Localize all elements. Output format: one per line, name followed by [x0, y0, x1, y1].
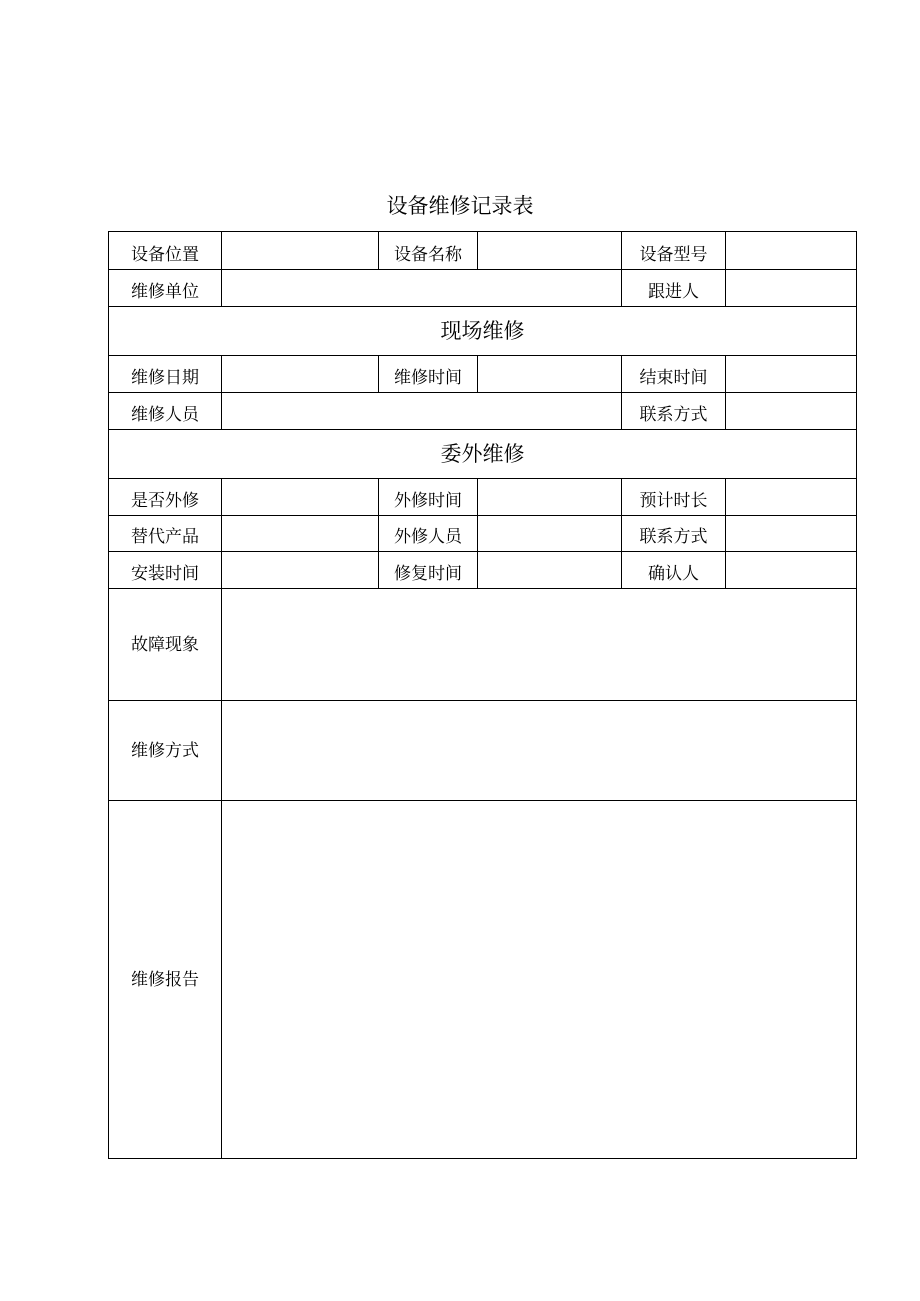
table-row [109, 430, 857, 479]
outsource-staff-label: 外修人员 [379, 516, 478, 552]
table-row [109, 356, 857, 393]
onsite-contact-field[interactable] [726, 393, 857, 430]
replacement-product-label: 替代产品 [109, 516, 222, 552]
end-time-label: 结束时间 [622, 356, 726, 393]
repair-method-field[interactable] [222, 701, 857, 801]
confirmer-label: 确认人 [622, 552, 726, 589]
outsource-contact-label: 联系方式 [622, 516, 726, 552]
fix-time-field[interactable] [478, 552, 622, 589]
repair-time-label: 维修时间 [379, 356, 478, 393]
confirmer-field[interactable] [726, 552, 857, 589]
repair-date-label: 维修日期 [109, 356, 222, 393]
equipment-location-field[interactable] [222, 232, 379, 270]
table-row [109, 552, 857, 589]
table-row [109, 701, 857, 801]
fault-phenomenon-field[interactable] [222, 589, 857, 701]
is-outsourced-field[interactable] [222, 479, 379, 516]
is-outsourced-label: 是否外修 [109, 479, 222, 516]
repair-unit-field[interactable] [222, 270, 622, 307]
outsource-time-field[interactable] [478, 479, 622, 516]
equipment-name-field[interactable] [478, 232, 622, 270]
onsite-repair-heading: 现场维修 [109, 307, 857, 356]
fix-time-label: 修复时间 [379, 552, 478, 589]
install-time-field[interactable] [222, 552, 379, 589]
outsourced-repair-heading: 委外维修 [109, 430, 857, 479]
repair-record-table [108, 231, 857, 1159]
equipment-model-label: 设备型号 [622, 232, 726, 270]
repair-staff-label: 维修人员 [109, 393, 222, 430]
equipment-name-label: 设备名称 [379, 232, 478, 270]
replacement-product-field[interactable] [222, 516, 379, 552]
equipment-location-label: 设备位置 [109, 232, 222, 270]
outsource-time-label: 外修时间 [379, 479, 478, 516]
follow-up-person-label: 跟进人 [622, 270, 726, 307]
repair-report-label: 维修报告 [109, 801, 222, 1159]
repair-unit-label: 维修单位 [109, 270, 222, 307]
repair-date-field[interactable] [222, 356, 379, 393]
table-row [109, 516, 857, 552]
onsite-contact-label: 联系方式 [622, 393, 726, 430]
estimated-duration-field[interactable] [726, 479, 857, 516]
table-row [109, 479, 857, 516]
table-row [109, 589, 857, 701]
table-row [109, 801, 857, 1159]
repair-staff-field[interactable] [222, 393, 622, 430]
repair-method-label: 维修方式 [109, 701, 222, 801]
outsource-staff-field[interactable] [478, 516, 622, 552]
repair-time-field[interactable] [478, 356, 622, 393]
end-time-field[interactable] [726, 356, 857, 393]
estimated-duration-label: 预计时长 [622, 479, 726, 516]
repair-report-field[interactable] [222, 801, 857, 1159]
fault-phenomenon-label: 故障现象 [109, 589, 222, 701]
table-row [109, 307, 857, 356]
form-title: 设备维修记录表 [386, 194, 534, 218]
table-row [109, 393, 857, 430]
table-row [109, 270, 857, 307]
equipment-model-field[interactable] [726, 232, 857, 270]
table-row [109, 232, 857, 270]
outsource-contact-field[interactable] [726, 516, 857, 552]
install-time-label: 安装时间 [109, 552, 222, 589]
follow-up-person-field[interactable] [726, 270, 857, 307]
